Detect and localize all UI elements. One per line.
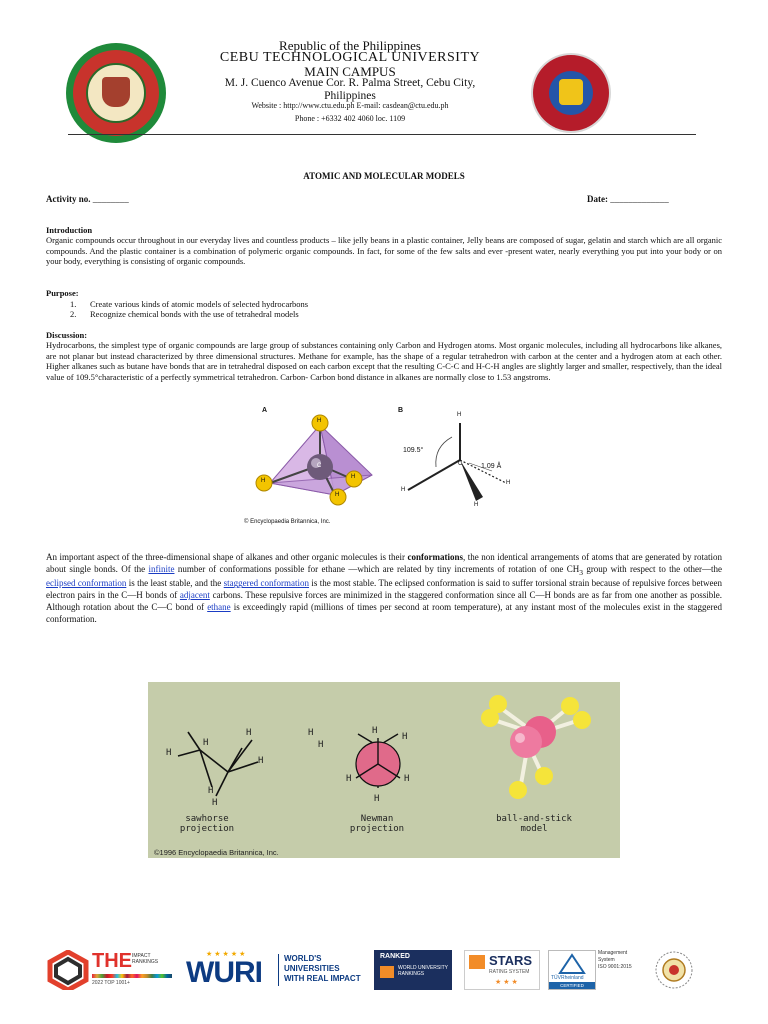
wuri-line: WITH REAL IMPACT <box>284 974 361 983</box>
purpose-item-text: Recognize chemical bonds with the use of tetrahedral models <box>90 309 299 319</box>
atom-h-label: H <box>166 748 172 758</box>
introduction-heading: Introduction <box>46 225 93 235</box>
atom-h-label: H <box>346 774 352 784</box>
atom-h-label: H <box>308 728 314 738</box>
date-label: Date: <box>587 194 608 204</box>
activity-number <box>46 194 129 204</box>
header-republic: Republic of the Philippines <box>279 38 421 53</box>
atom-h-label: H <box>335 492 340 498</box>
ball-and-stick-caption <box>484 814 584 834</box>
atom-h-label: H <box>402 732 408 742</box>
header-phone: Phone : +6332 402 4060 loc. 1109 <box>294 114 406 123</box>
the-impact-rankings-logo <box>92 950 174 990</box>
atom-c-label: C <box>317 463 322 469</box>
header-address-line2: Philippines <box>324 90 376 102</box>
conformation-text: group with respect to the other—the <box>582 563 722 574</box>
qs-stars-badge-icon <box>469 955 485 969</box>
atom-h-label: H <box>258 756 264 766</box>
caption-line: projection <box>349 824 405 834</box>
wuri-line: UNIVERSITIES <box>284 964 340 973</box>
the-text: THE <box>92 950 132 972</box>
date-field <box>587 194 669 204</box>
atom-h-label: H <box>404 774 410 784</box>
iso-line: System <box>598 957 615 963</box>
purpose-item-number: 2. <box>70 309 77 319</box>
sawhorse-caption <box>168 814 246 834</box>
document-title: ATOMIC AND MOLECULAR MODELS <box>303 171 465 181</box>
wuri-stars-icon: ★★★★★ <box>206 951 248 958</box>
conformation-paragraph <box>46 552 722 626</box>
conformation-text: An important aspect of the three-dimensional shape of alkanes and other organic molecules is their <box>46 552 408 562</box>
atom-h-label: H <box>212 798 218 808</box>
qs-ranked-label: RANKED <box>380 953 410 960</box>
purpose-item <box>70 309 299 319</box>
the-subtitle: IMPACT RANKINGS <box>132 953 159 965</box>
newman-caption <box>332 814 422 834</box>
atom-h-label: H <box>372 726 378 736</box>
iso-line: Management <box>598 950 628 956</box>
atom-h-label: H <box>203 738 209 748</box>
caption-line: model <box>520 824 548 834</box>
figure-label-b: B <box>398 407 404 414</box>
purpose-heading: Purpose: <box>46 288 79 298</box>
discussion-text: Hydrocarbons, the simplest type of organic compounds are large group of substances containing only Carbon and Hydrogen atoms. Most organic molecules, including all hydrocarbons like alkanes, are not planar but instead characterized by three dimensional structures. Methane for example, has the shape of a regular tetrahedron with carbon at the center and a hydrogen atom at each other. Higher alkanes such as butane have bonds that are in tetrahedral disposed on each carbon except that the resulting C-C-C and H-C-H angles are slightly larger and smaller, respectively, than the ideal value of 109.5°characteristic of a perfectly symmetrical tetrahedron. Carbon- Carbon bond distance in alkanes are normally close to 1.53 angstroms. <box>46 340 722 382</box>
conformation-text: is the least stable, and the <box>126 578 224 589</box>
atom-h-label: H <box>208 786 214 796</box>
header-university: CEBU TECHNOLOGICAL UNIVERSITY <box>219 50 481 65</box>
atom-h-label: H <box>351 474 356 480</box>
caption-line: Newman <box>360 814 394 824</box>
atom-h-label: H <box>374 794 380 804</box>
the-small-text: 2022 TOP 1001+ <box>92 980 130 986</box>
figure2-credit: ©1996 Encyclopaedia Britannica, Inc. <box>154 848 279 857</box>
sdg-color-bar <box>92 974 172 978</box>
atom-h-label: H <box>318 740 324 750</box>
atom-h-label: H <box>246 728 252 738</box>
header-website: Website : http://www.ctu.edu.ph E-mail: casdean@ctu.edu.ph <box>251 101 449 110</box>
bond-angle-label: 109.5° <box>403 447 424 454</box>
iso-management-logo <box>598 950 642 990</box>
qs-badge-icon <box>380 966 394 978</box>
ethane-projections-figure <box>148 682 620 858</box>
wuri-divider <box>278 954 279 986</box>
figure1-credit: © Encyclopaedia Britannica, Inc. <box>244 519 331 525</box>
atom-h-label: H <box>457 412 462 418</box>
link-ethane[interactable]: ethane <box>207 601 231 612</box>
qs-ranked-logo <box>374 950 452 990</box>
impact-hexagon-logo <box>46 950 90 990</box>
atom-h-label: H <box>474 502 479 508</box>
atom-h-label: H <box>506 480 511 486</box>
conformation-text: is exceedingly rapid (millions of times per second at room temperature), at any instant most of the molecules exist in the staggered conformation. <box>46 601 722 624</box>
link-adjacent[interactable]: adjacent <box>179 590 210 601</box>
qs-stars-wordmark: STARS <box>489 953 533 968</box>
activity-label: Activity no. <box>46 194 91 204</box>
discussion-heading: Discussion: <box>46 330 88 340</box>
wuri-line: WORLD'S <box>284 954 322 963</box>
header-campus: MAIN CAMPUS <box>304 64 396 79</box>
header-divider <box>68 134 696 135</box>
asean-logo <box>533 55 609 131</box>
asean-rice-stalks-icon <box>559 79 583 105</box>
atom-h-label: H <box>401 487 406 493</box>
seal-icon <box>650 950 698 990</box>
iso-line: ISO 9001:2015 <box>598 964 632 970</box>
tuv-wordmark: TÜVRheinland <box>551 975 584 981</box>
conformation-text: is the most stable. The eclipsed conformation is said to suffer torsional strain because of repulsive forces between electron pairs in the C—H bonds of <box>46 578 722 601</box>
ctu-seal-logo <box>66 43 166 143</box>
methane-tetrahedron-figure <box>240 405 540 530</box>
quality-seal-logo <box>650 950 698 990</box>
atom-h-label: H <box>317 418 322 424</box>
wuri-wordmark: WURI <box>186 956 262 989</box>
link-infinite[interactable]: infinite <box>148 563 175 574</box>
qs-stars-subtitle: RATING SYSTEM <box>489 969 530 975</box>
introduction-text: Organic compounds occur throughout in our everyday lives and countless products – like jelly beans in a plastic container, Jelly beans are composed of sugar, gelatin and starch which are all organic compounds. And the plastic container is a combination of polymeric organic compounds. In fact, for some of the few salts and ever -present water, nearly everything you put into your body or on your body, everything is consisting of organic compounds. <box>46 235 722 267</box>
link-staggered-conformation[interactable]: staggered conformation <box>223 578 310 589</box>
link-eclipsed-conformation[interactable]: eclipsed conformation <box>46 578 127 589</box>
caption-line: projection <box>179 824 235 834</box>
bond-length-label: 1.09 Å <box>481 463 502 470</box>
figure-label-a: A <box>262 407 268 414</box>
conformation-bold-term: conformations <box>407 552 463 562</box>
caption-line: sawhorse <box>185 814 229 824</box>
seal-emblem <box>102 77 130 107</box>
conformation-text: carbons. These repulsive forces are minimized in the staggered conformation since all C—H bonds are as far from one another as possible. Although rotation about the C—C bond of <box>46 590 722 612</box>
wuri-logo <box>186 950 366 990</box>
wuri-description <box>284 954 361 984</box>
header-address-line1: M. J. Cuenco Avenue Cor. R. Palma Street, Cebu City, <box>224 77 476 89</box>
tuv-triangle-icon <box>549 952 595 976</box>
atom-h-label: H <box>261 478 266 484</box>
hexagon-icon <box>46 950 90 990</box>
atom-c-label: C <box>458 461 463 467</box>
tuv-rheinland-logo <box>548 950 596 990</box>
activity-blank: ________ <box>92 194 129 204</box>
conformation-text: , the non identical arrangements of atoms that are generated by rotation about single bonds. Of the <box>46 552 722 574</box>
purpose-item-text: Create various kinds of atomic models of selected hydrocarbons <box>90 299 309 309</box>
purpose-item-number: 1. <box>70 299 77 309</box>
qs-stars-rating-icon: ★ ★ ★ <box>495 979 518 986</box>
caption-line: ball-and-stick <box>496 814 572 824</box>
date-blank: _____________ <box>610 194 669 204</box>
qs-ranked-line: WORLD UNIVERSITY RANKINGS <box>398 965 448 977</box>
subscript: 3 <box>579 567 583 577</box>
tuv-certified: CERTIFIED <box>549 982 595 989</box>
conformation-text: number of conformations possible for ethane —which are related by tiny increments of rotation of one CH <box>174 563 580 574</box>
qs-stars-logo <box>464 950 540 990</box>
purpose-item <box>70 299 308 309</box>
